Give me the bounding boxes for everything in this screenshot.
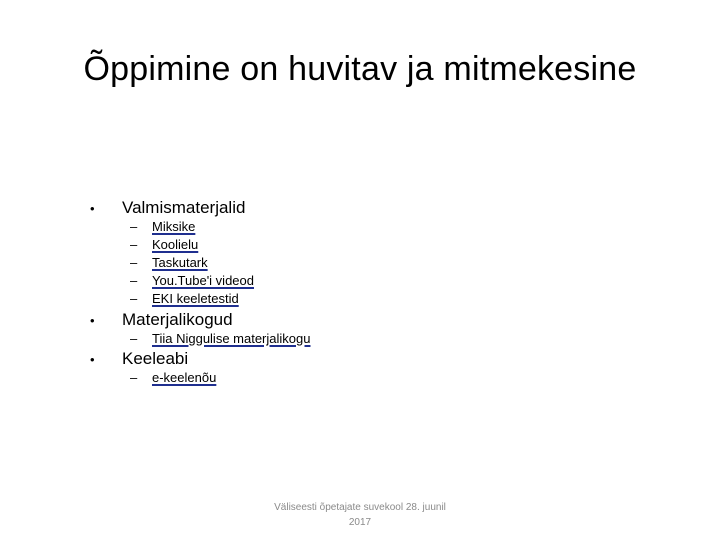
bullet-label: Materjalikogud [122,310,233,329]
sub-item-miksike [130,218,195,236]
dash: – [130,331,138,346]
dash: – [130,291,138,306]
sub-item-taskutark [130,254,208,272]
sub-item-eki-keeletestid [130,290,239,308]
bullet-dot: • [90,352,95,367]
sub-item-koolielu [130,236,198,254]
dash: – [130,370,138,385]
slide-footer [250,500,470,530]
link-tiia-niggulise-materjalikogu[interactable]: Tiia Niggulise materjalikogu [152,331,311,346]
sub-item-e-keelenou [130,369,216,387]
bullet-label: Valmismaterjalid [122,198,246,217]
bullet-label: Keeleabi [122,349,189,368]
dash: – [130,255,138,270]
link-miksike[interactable]: Miksike [152,219,196,234]
link-youtube-videod[interactable]: You.Tube'i videod [152,273,254,288]
dash: – [130,273,138,288]
link-eki-keeletestid[interactable]: EKI keeletestid [152,291,239,306]
footer-line-1: Väliseesti õpetajate suvekool 28. juunil [274,502,446,513]
dash: – [130,219,138,234]
bullet-dot: • [90,201,95,216]
sub-item-youtube-videod [130,272,254,290]
link-e-keelenou[interactable]: e-keelenõu [152,370,217,385]
link-taskutark[interactable]: Taskutark [152,255,208,270]
link-koolielu[interactable]: Koolielu [152,237,199,252]
footer-line-2: 2017 [348,517,372,528]
slide-title: Õppimine on huvitav ja mitmekesine [83,50,637,88]
dash: – [130,237,138,252]
bullet-dot: • [90,313,95,328]
